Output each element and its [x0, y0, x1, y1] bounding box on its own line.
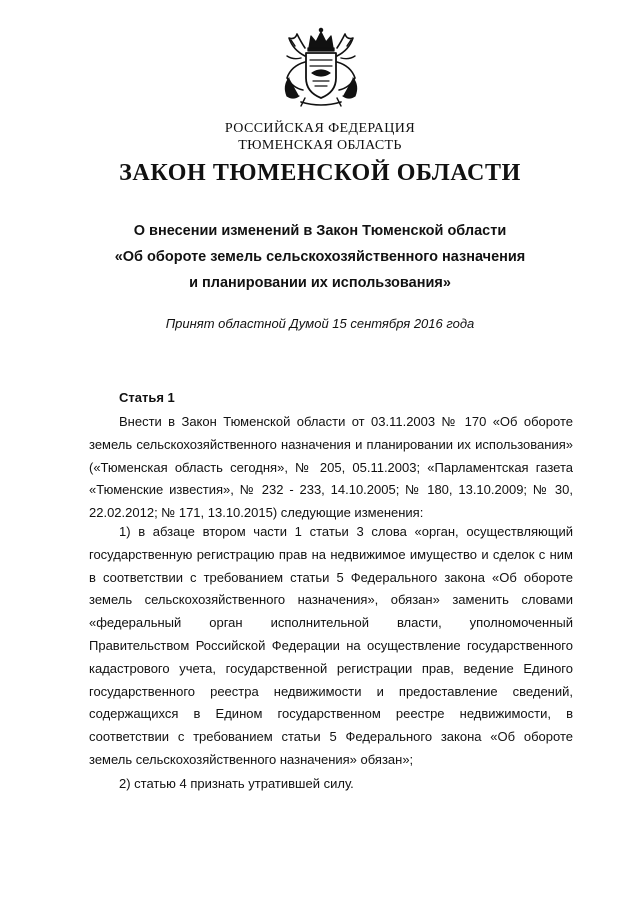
coat-of-arms-emblem — [279, 26, 363, 110]
article-paragraph-text: 2) статью 4 признать утратившей силу. — [119, 776, 354, 791]
article-paragraph-text: 1) в абзаце втором части 1 статьи 3 слова «орган, осуществляющий государственную регистрацию прав на недвижимое имущество и сделок с ним в соответствии с требованием статьи 5 Федерального закона «Об обороте земель сельскохозяйственного назначения», обязан» заменить словами «федеральный орган исполнительной власти, уполномоченный Правительством Российской Федерации на осуществление государственного кадастрового учета, государственной регистрации прав, ведение Единого государственного реестра недвижимости и предоставление сведений, содержащихся в Едином государственном реестре недвижимости, в соответствии с требованием статьи 5 Федерального закона «Об обороте земель сельскохозяйственного назначения» обязан»; — [89, 524, 573, 767]
article-paragraph — [89, 773, 573, 796]
law-title-line: «Об обороте земель сельскохозяйственного назначения — [114, 249, 526, 265]
country-name: РОССИЙСКАЯ ФЕДЕРАЦИЯ — [224, 121, 416, 136]
article-paragraph — [89, 411, 573, 525]
article-paragraph-text: Внести в Закон Тюменской области от 03.11.2003 № 170 «Об обороте земель сельскохозяйственного назначения и планировании их использования» («Тюменская область сегодня», № 205, 05.11.2003; «Парламентская газета «Тюменские известия», № 232 - 233, 14.10.2005; № 180, 13.10.2009; № 30, 22.02.2012; № 171, 13.10.2015) следующие изменения: — [89, 414, 573, 521]
article-paragraph — [89, 521, 573, 772]
law-title-line: О внесении изменений в Закон Тюменской области — [133, 223, 507, 239]
document-type-title: ЗАКОН ТЮМЕНСКОЙ ОБЛАСТИ — [119, 160, 521, 186]
law-title-line: и планировании их использования» — [189, 275, 451, 291]
article-heading: Статья 1 — [119, 390, 175, 405]
region-name: ТЮМЕНСКАЯ ОБЛАСТЬ — [238, 138, 402, 153]
adoption-note: Принят областной Думой 15 сентября 2016 года — [165, 316, 475, 331]
law-title — [0, 218, 640, 296]
